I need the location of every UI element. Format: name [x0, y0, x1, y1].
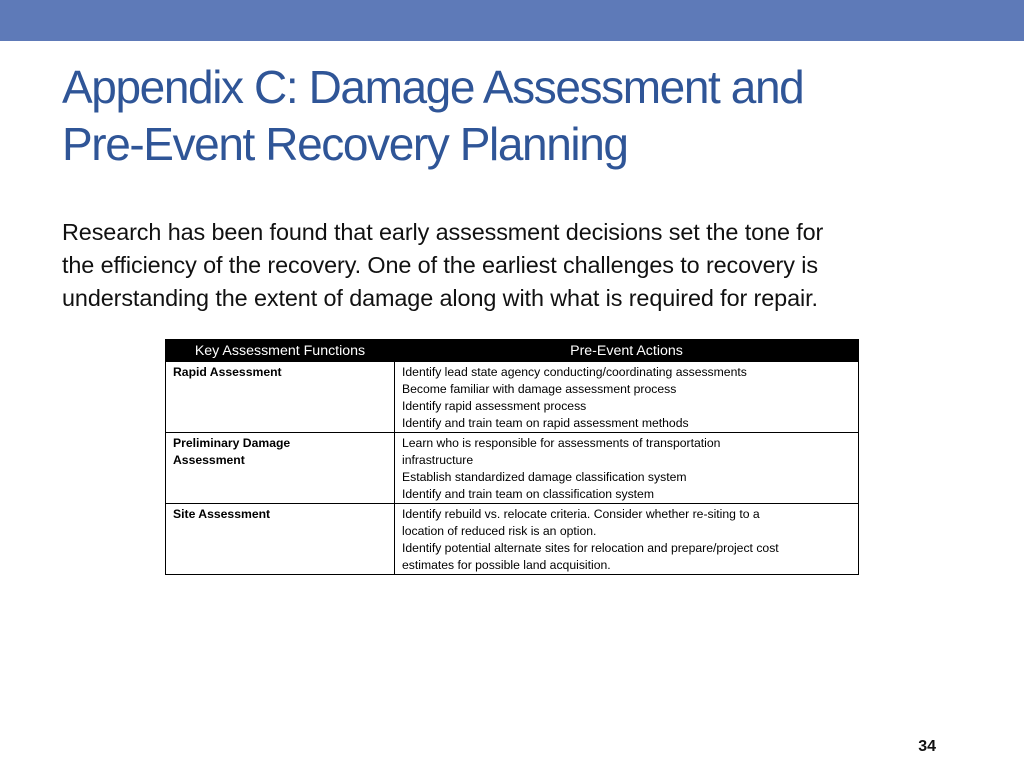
column-header-actions: Pre-Event Actions [395, 340, 859, 362]
header-band [0, 0, 1024, 41]
function-label: Preliminary Damage [173, 436, 291, 450]
actions-cell [395, 433, 859, 504]
action-line: Become familiar with damage assessment process [402, 382, 677, 396]
action-line: Establish standardized damage classification system [402, 470, 687, 484]
action-line: Identify and train team on classification system [402, 487, 654, 501]
function-cell [166, 433, 395, 504]
actions-cell [395, 504, 859, 575]
action-line: Identify and train team on rapid assessment methods [402, 416, 689, 430]
action-line: Identify lead state agency conducting/coordinating assessments [402, 365, 747, 379]
action-line: Learn who is responsible for assessments of transportation [402, 436, 721, 450]
body-line: the efficiency of the recovery. One of the earliest challenges to recovery is [62, 252, 818, 278]
action-line: estimates for possible land acquisition. [402, 558, 611, 572]
function-cell [166, 362, 395, 433]
title-line: Appendix C: Damage Assessment and [62, 61, 804, 113]
function-cell [166, 504, 395, 575]
table-row [166, 504, 859, 575]
body-line: understanding the extent of damage along with what is required for repair. [62, 285, 818, 311]
slide-title [62, 59, 982, 173]
function-label: Site Assessment [173, 507, 271, 521]
action-line: Identify rebuild vs. relocate criteria. Consider whether re-siting to a [402, 507, 760, 521]
body-paragraph [62, 216, 982, 315]
function-label: Rapid Assessment [173, 365, 282, 379]
action-line: infrastructure [402, 453, 474, 467]
body-line: Research has been found that early assessment decisions set the tone for [62, 219, 824, 245]
table-row [166, 433, 859, 504]
title-line: Pre-Event Recovery Planning [62, 118, 628, 170]
action-line: Identify potential alternate sites for relocation and prepare/project cost [402, 541, 779, 555]
table-header-row [166, 340, 859, 362]
column-header-functions: Key Assessment Functions [166, 340, 395, 362]
table-row [166, 362, 859, 433]
action-line: location of reduced risk is an option. [402, 524, 597, 538]
page-number: 34 [918, 738, 936, 755]
action-line: Identify rapid assessment process [402, 399, 587, 413]
function-label: Assessment [173, 453, 245, 467]
assessment-table [165, 339, 859, 575]
actions-cell [395, 362, 859, 433]
